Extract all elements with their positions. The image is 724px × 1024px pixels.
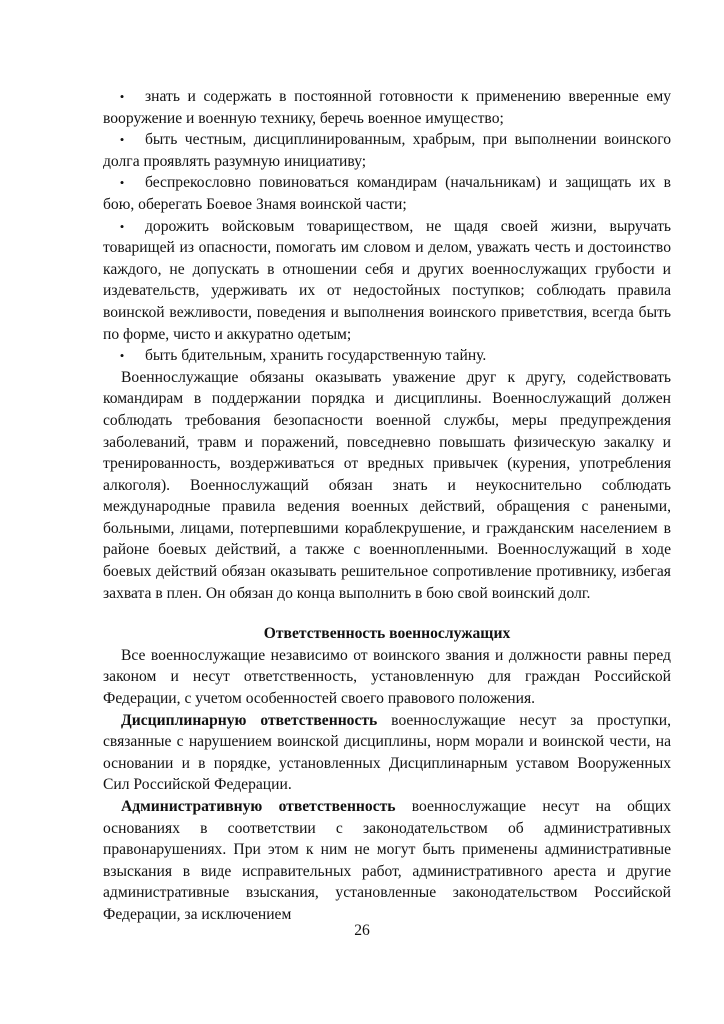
bullet-icon: • xyxy=(119,218,125,234)
list-item xyxy=(103,345,671,367)
paragraph-duties: Военнослужащие обязаны оказывать уважение друг к другу, содействовать командирам в поддержании порядка и дисциплины. Военнослужащий должен соблюдать требования безопасности военной службы, меры предупреждения заболеваний, травм и поражений, повседневно повышать физическую закалку и тренированность, воздерживаться от вредных привычек (курения, употребления алкоголя). Военнослужащий обязан знать и неукоснительно соблюдать международные правила ведения военных действий, обращения с ранеными, больными, лицами, потерпевшими кораблекрушение, и гражданским населением в районе боевых действий, а также с военнопленными. Военнослужащий в ходе боевых действий обязан оказывать решительное сопротивление противнику, избегая захвата в плен. Он обязан до конца выполнить в бою свой воинский долг. xyxy=(103,368,671,602)
page-number: 26 xyxy=(354,922,370,939)
list-item-text: дорожить войсковым товариществом, не щадя своей жизни, выручать товарищей из опасности, помогать им словом и делом, уважать честь и достоинство каждого, не допускать в отношении себя и других военнослужащих грубости и издевательств, удерживать их от недостойных поступков; соблюдать правила воинской вежливости, поведения и выполнения воинского приветствия, всегда быть по форме, чисто и аккуратно одетым; xyxy=(103,217,671,343)
list-item xyxy=(103,216,671,346)
list-item xyxy=(103,86,671,129)
paragraph-equality: Все военнослужащие независимо от воинского звания и должности равны перед законом и несут ответственность, установленную для граждан Российской Федерации, с учетом особенностей своего правового положения. xyxy=(103,646,671,708)
paragraph-disciplinary xyxy=(103,710,671,796)
administrative-text: военнослужащие несут на общих основаниях в соответствии с законодательством об административных правонарушениях. При этом к ним не могут быть применены административные взыскания в виде исправительных работ, административного ареста и другие административные взыскания, установленные законодательством Российской Федерации, за исключением xyxy=(103,798,671,923)
list-item-text: знать и содержать в постоянной готовности к применению вверенные ему вооружение и военную технику, беречь военное имущество; xyxy=(103,88,671,127)
list-item-text: беспрекословно повиноваться командирам (начальникам) и защищать их в бою, оберегать Боевое Знамя воинской части; xyxy=(103,174,671,213)
list-item xyxy=(103,172,671,215)
bullet-icon: • xyxy=(119,132,125,148)
disciplinary-text: военнослужащие несут за проступки, связанные с нарушением воинской дисциплины, норм морали и воинской чести, на основании и в порядке, установленных Дисциплинарным уставом Вооруженных Сил Российской Федерации. xyxy=(103,711,671,794)
page-body xyxy=(103,86,671,926)
list-item-text: быть честным, дисциплинированным, храбрым, при выполнении воинского долга проявлять разумную инициативу; xyxy=(103,131,671,170)
administrative-term: Административную ответственность xyxy=(121,798,396,815)
bullet-icon: • xyxy=(119,89,125,104)
list-item-text: быть бдительным, хранить государственную тайну. xyxy=(145,347,487,365)
paragraph-administrative xyxy=(103,796,671,926)
bullet-icon: • xyxy=(119,175,125,191)
bullet-icon: • xyxy=(119,348,125,364)
list-item xyxy=(103,129,671,172)
disciplinary-term: Дисциплинарную ответственность xyxy=(121,711,378,729)
section-heading: Ответственность военнослужащих xyxy=(263,625,511,643)
